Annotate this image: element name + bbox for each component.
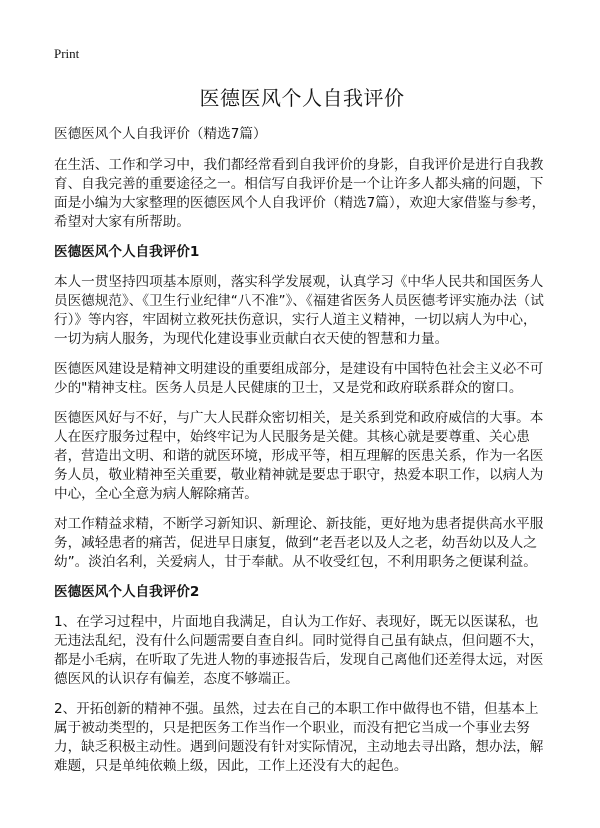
page-title: 医德医风个人自我评价: [199, 86, 405, 110]
document-page: [54, 46, 550, 787]
section-heading: 医德医风个人自我评价2: [54, 584, 200, 600]
paragraph: 医德医风好与不好，与广大人民群众密切相关，是关系到党和政府威信的大事。本人在医疗服务过程中，始终牢记为人民服务是关健。其核心就是要尊重、关心患者，营造出文明、和谐的就医环境，形成平等，相互理解的医患关系，作为一名医务人员，敬业精神至关重要，敬业精神就是要忠于职守，热爱本职工作，以病人为中心，全心全意为病人解除痛苦。: [54, 410, 544, 502]
paragraph: 医德医风建设是精神文明建设的重要组成部分，是建设有中国特色社会主义必不可少的"精神支柱。医务人员是人民健康的卫士，又是党和政府联系群众的窗口。: [54, 361, 544, 396]
paragraph: 2、开拓创新的精神不强。虽然，过去在自己的本职工作中做得也不错，但基本上属于被动类型的，只是把医务工作当作一个职业，而没有把它当成一个事业去努力，缺乏积极主动性。遇到问题没有针对实际情况，主动地去寻出路，想办法，解难题，只是单纯依赖上级，因此，工作上还没有大的起色。: [54, 701, 544, 774]
intro-paragraph: 在生活、工作和学习中，我们都经常看到自我评价的身影，自我评价是进行自我教育、自我完善的重要途径之一。相信写自我评价是一个让许多人都头痛的问题，下面是小编为大家整理的医德医风个人自我评价（精选7篇），欢迎大家借鉴与参考，希望对大家有所帮助。: [54, 157, 546, 230]
paragraph: 1、在学习过程中，片面地自我满足，自认为工作好、表现好，既无以医谋私，也无违法乱纪，没有什么问题需要自查自纠。同时觉得自己虽有缺点，但问题不大，都是小毛病，在听取了先进人物的事迹报告后，发现自己离他们还差得太远，对医德医风的认识存有偏差，态度不够端正。: [54, 614, 544, 687]
paragraph: 对工作精益求精，不断学习新知识、新理论、新技能，更好地为患者提供高水平服务，减轻患者的痛苦，促进早日康复，做到“老吾老以及人之老，幼吾幼以及人之幼”。淡泊名利，关爱病人，甘于奉献。从不收受红包，不利用职务之便谋利益。: [54, 516, 544, 570]
section-heading: 医德医风个人自我评价1: [54, 244, 200, 260]
subtitle: 医德医风个人自我评价（精选7篇）: [54, 126, 267, 142]
paragraph: 本人一贯坚持四项基本原则，落实科学发展观，认真学习《中华人民共和国医务人员医德规范》、《卫生行业纪律“八不准”》、《福建省医务人员医德考评实施办法（试行）》等内容，牢固树立救死扶伤意识，实行人道主义精神，一切以病人为中心，一切为病人服务，为现代化建设事业贡献白衣天使的智慧和力量。: [54, 274, 544, 347]
print-link[interactable]: Print: [54, 46, 80, 61]
